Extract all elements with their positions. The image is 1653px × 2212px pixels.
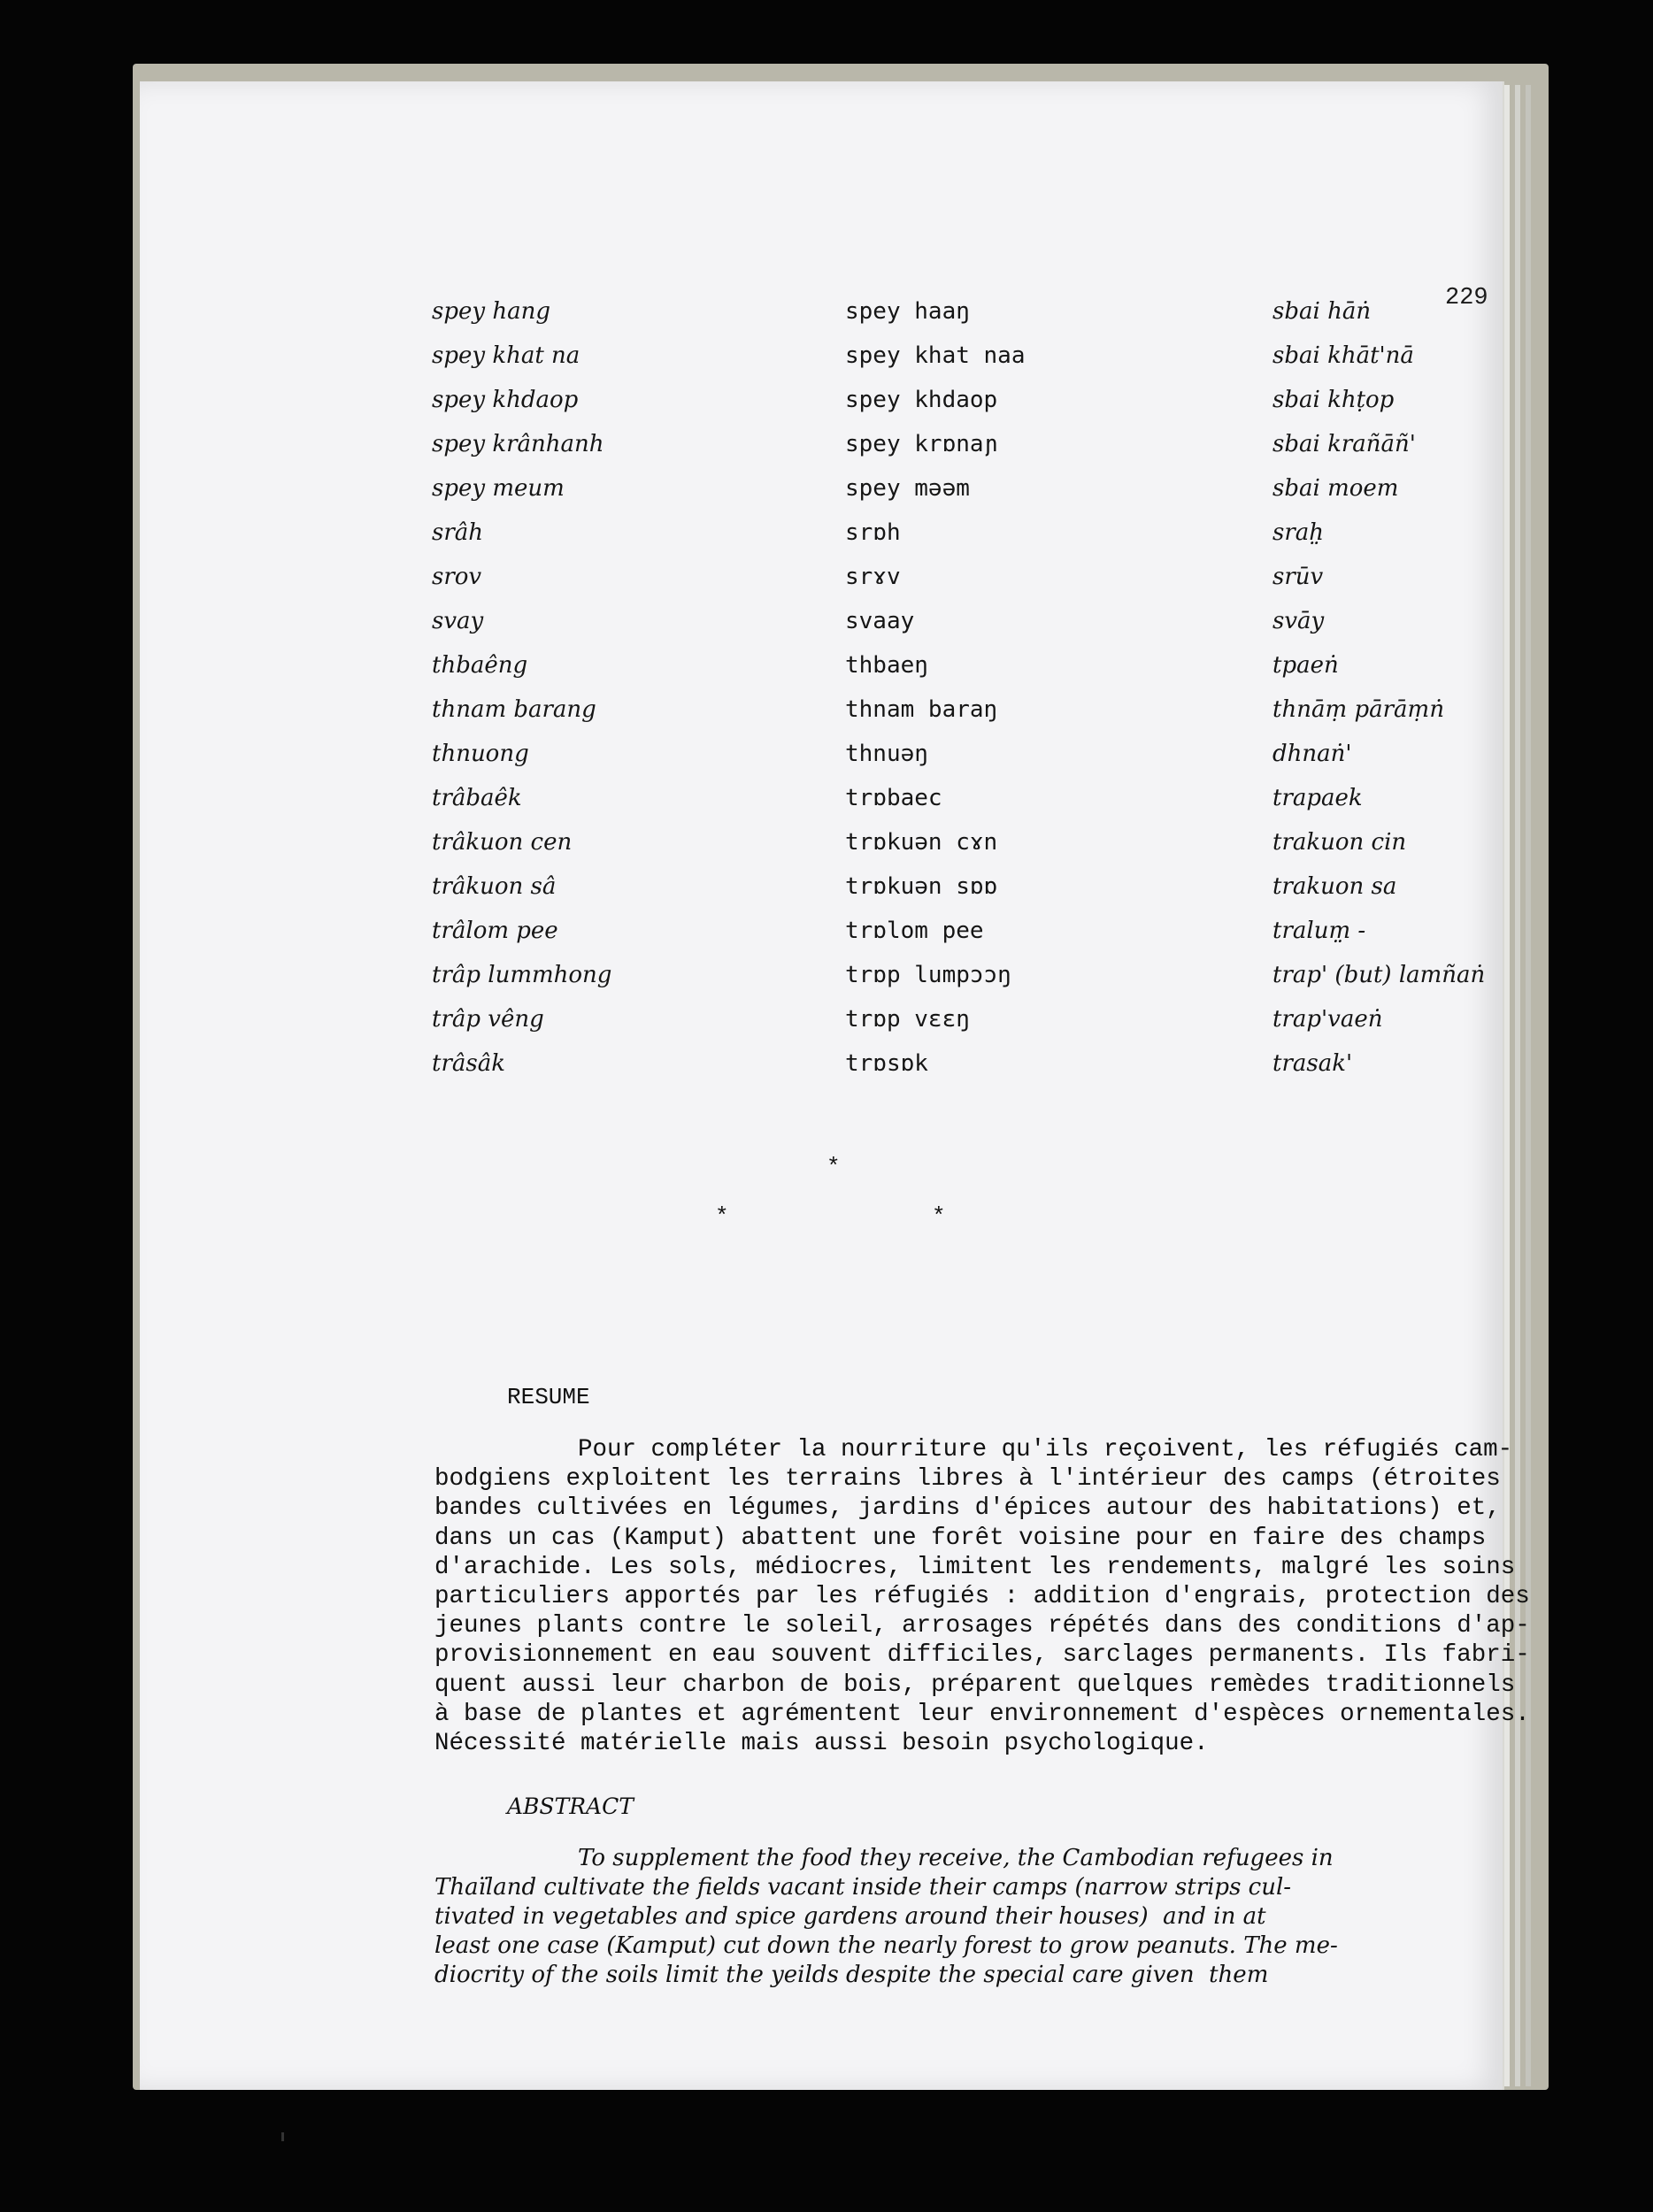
phonetic-spelling: thbaeŋ — [845, 652, 928, 679]
standard-spelling: trâp vêng — [432, 1006, 544, 1033]
table-row — [140, 387, 1503, 422]
phonetic-spelling: spey krɒnaɲ — [845, 431, 998, 457]
transliteration: trasak' — [1272, 1050, 1353, 1077]
phonetic-spelling: svaay — [845, 608, 915, 634]
standard-spelling: srov — [432, 564, 482, 590]
table-row — [140, 962, 1503, 997]
transliteration: trakuon cin — [1272, 829, 1407, 856]
resume-heading: RESUME — [507, 1384, 590, 1410]
phonetic-spelling: trɒkuən sɒɒ — [845, 873, 998, 900]
standard-spelling: trâbaêk — [432, 785, 522, 811]
table-row — [140, 564, 1503, 599]
abstract-paragraph — [434, 1844, 1549, 1990]
text-line: To supplement the food they receive, the Cambodian refugees in — [578, 1845, 1334, 1871]
transliteration: sbai moem — [1272, 475, 1399, 502]
standard-spelling: trâp lummhong — [432, 962, 612, 988]
page-edge — [1504, 85, 1510, 2086]
phonetic-spelling: trɒkuən cɤn — [845, 829, 998, 856]
text-line: jeunes plants contre le soleil, arrosages répétés dans des conditions d'ap- — [434, 1612, 1530, 1640]
standard-spelling: trâlom pee — [432, 918, 558, 944]
separator-star: * — [715, 1203, 729, 1230]
phonetic-spelling: thnam baraŋ — [845, 696, 998, 723]
text-line: provisionnement en eau souvent difficiles, sarclages permanents. Ils fabri- — [434, 1641, 1530, 1670]
text-line: tivated in vegetables and spice gardens around their houses) and in at — [434, 1903, 1266, 1930]
standard-spelling: thbaêng — [432, 652, 528, 679]
page-edge — [1515, 85, 1520, 2086]
transliteration: trapaek — [1272, 785, 1363, 811]
transliteration: sbai khṭop — [1272, 387, 1395, 413]
phonetic-spelling: trɒsɒk — [845, 1050, 928, 1077]
text-line: à base de plantes et agrémentent leur environnement d'espèces ornementales. — [434, 1700, 1530, 1728]
phonetic-spelling: trɒlom pee — [845, 918, 984, 944]
standard-spelling: thnam barang — [432, 696, 596, 723]
table-row — [140, 785, 1503, 820]
standard-spelling: trâkuon sâ — [432, 873, 557, 900]
phonetic-spelling: trɒp vɛɛŋ — [845, 1006, 970, 1033]
standard-spelling: trâkuon cen — [432, 829, 573, 856]
standard-spelling: srâh — [432, 519, 484, 546]
margin-mark — [281, 2132, 284, 2141]
table-row — [140, 1050, 1503, 1086]
text-line: dans un cas (Kamput) abattent une forêt voisine pour en faire des champs — [434, 1524, 1487, 1552]
transliteration: sbai krañāñ' — [1272, 431, 1416, 457]
text-line: bodgiens exploitent les terrains libres à l'intérieur des camps (étroites — [434, 1465, 1501, 1494]
table-row — [140, 652, 1503, 687]
transliteration: sbai hāṅ — [1272, 298, 1372, 325]
transliteration: srūv — [1272, 564, 1324, 590]
resume-paragraph — [434, 1435, 1549, 1758]
separator-star: * — [932, 1203, 946, 1230]
page-edge — [1526, 85, 1531, 2086]
standard-spelling: trâsâk — [432, 1050, 505, 1077]
transliteration: sbai khāt'nā — [1272, 342, 1414, 369]
text-line: bandes cultivées en légumes, jardins d'épices autour des habitations) et, — [434, 1494, 1501, 1523]
phonetic-spelling: trɒp lumpɔɔŋ — [845, 962, 1011, 988]
document-page — [140, 81, 1530, 2090]
table-row — [140, 298, 1503, 334]
text-line: particuliers apportés par les réfugiés : addition d'engrais, protection des — [434, 1583, 1530, 1611]
transliteration: srah̤ — [1272, 519, 1325, 546]
phonetic-spelling: spey haaŋ — [845, 298, 970, 325]
transliteration: tralum̤ - — [1272, 918, 1366, 944]
phonetic-spelling: spey khat naa — [845, 342, 1026, 369]
table-row — [140, 918, 1503, 953]
text-line: diocrity of the soils limit the yeilds despite the special care given them — [434, 1962, 1269, 1988]
table-row — [140, 696, 1503, 732]
transliteration: tpaeṅ — [1272, 652, 1339, 679]
table-row — [140, 741, 1503, 776]
table-row — [140, 342, 1503, 378]
phonetic-spelling: srɤv — [845, 564, 901, 590]
transliteration: svāy — [1272, 608, 1325, 634]
standard-spelling: spey hang — [432, 298, 550, 325]
text-line: d'arachide. Les sols, médiocres, limitent les rendements, malgré les soins — [434, 1553, 1516, 1581]
phonetic-spelling: srɒh — [845, 519, 901, 546]
phonetic-spelling: thnuəŋ — [845, 741, 928, 767]
table-row — [140, 1006, 1503, 1041]
standard-spelling: spey meum — [432, 475, 565, 502]
transliteration: trap'vaeṅ — [1272, 1006, 1383, 1033]
standard-spelling: spey krânhanh — [432, 431, 604, 457]
table-row — [140, 829, 1503, 864]
table-row — [140, 519, 1503, 555]
table-row — [140, 431, 1503, 466]
separator-star: * — [826, 1154, 841, 1180]
abstract-heading: ABSTRACT — [507, 1793, 634, 1819]
text-line: Nécessité matérielle mais aussi besoin psychologique. — [434, 1730, 1209, 1758]
table-row — [140, 873, 1503, 909]
standard-spelling: spey khdaop — [432, 387, 579, 413]
phonetic-spelling: trɒbaec — [845, 785, 942, 811]
transliteration: thnāṃ pārāṃṅ — [1272, 696, 1445, 723]
table-row — [140, 475, 1503, 511]
transliteration: trap' (but) lamñaṅ — [1272, 962, 1486, 988]
text-line: quent aussi leur charbon de bois, préparent quelques remèdes traditionnels — [434, 1671, 1516, 1699]
transliteration: trakuon sa — [1272, 873, 1397, 900]
phonetic-spelling: spey məəm — [845, 475, 970, 502]
text-line: least one case (Kamput) cut down the nearly forest to grow peanuts. The me- — [434, 1932, 1338, 1959]
standard-spelling: svay — [432, 608, 484, 634]
text-line: Thaïland cultivate the fields vacant inside their camps (narrow strips cul- — [434, 1874, 1292, 1901]
phonetic-spelling: spey khdaop — [845, 387, 998, 413]
transliteration: dhnaṅ' — [1272, 741, 1352, 767]
page-number: 229 — [1445, 285, 1488, 311]
text-line: Pour compléter la nourriture qu'ils reçoivent, les réfugiés cam- — [578, 1436, 1513, 1463]
standard-spelling: thnuong — [432, 741, 529, 767]
standard-spelling: spey khat na — [432, 342, 580, 369]
table-row — [140, 608, 1503, 643]
